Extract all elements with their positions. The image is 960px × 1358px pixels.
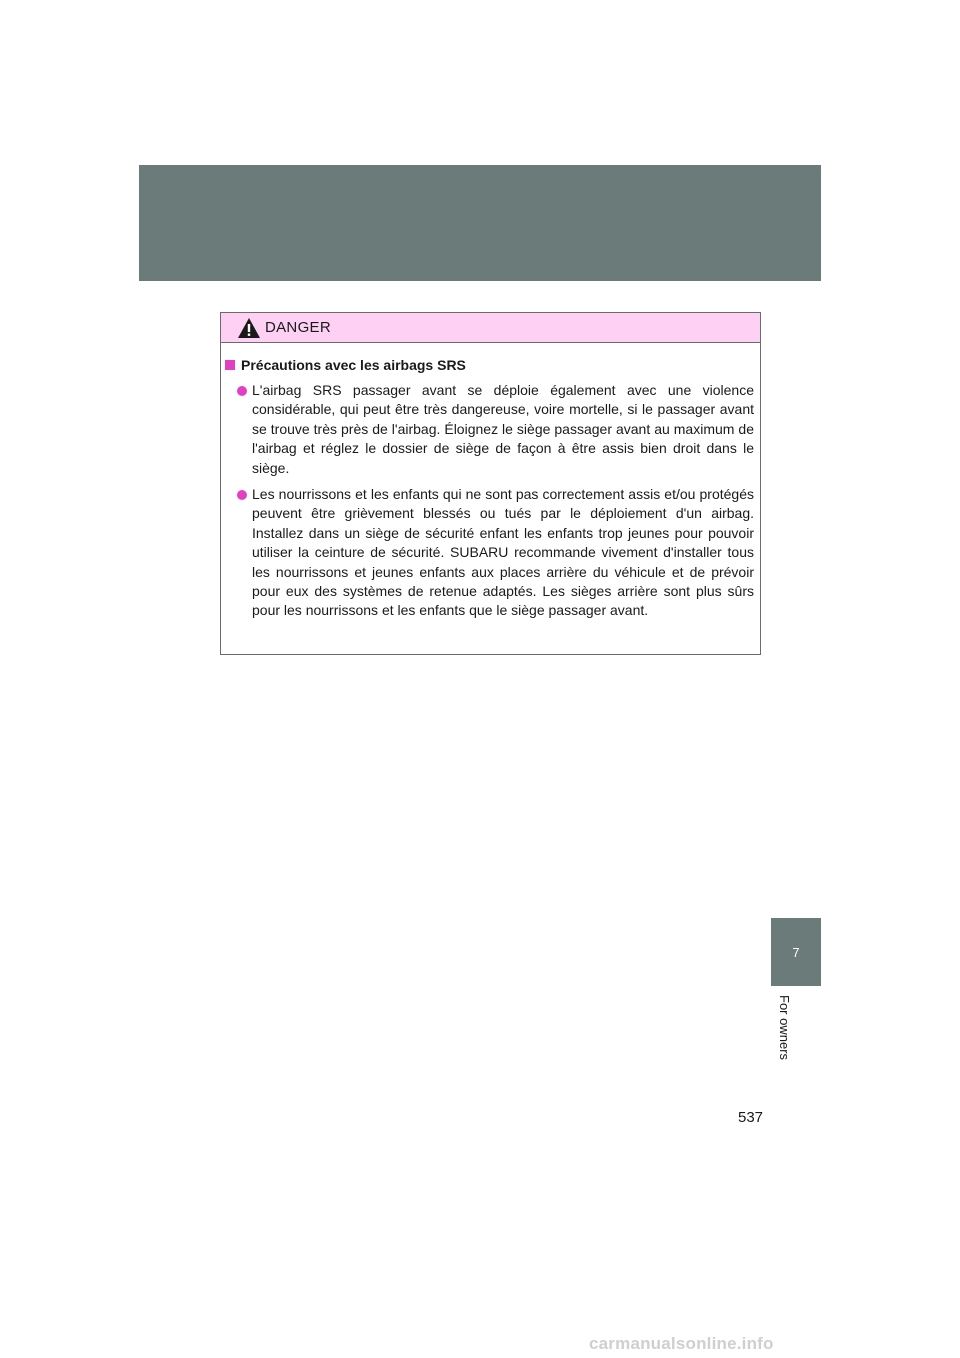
chapter-header-band [139,165,821,281]
watermark: carmanualsonline.info [589,1334,774,1353]
danger-header [221,313,760,343]
danger-body [221,343,760,621]
chapter-tab [771,918,821,986]
list-item [225,485,754,621]
danger-label: DANGER [265,319,331,336]
circle-bullet-icon [237,386,247,396]
section-heading [225,355,754,375]
page-number: 537 [738,1109,764,1126]
list-item [225,381,754,478]
chapter-number: 7 [792,944,800,960]
danger-box [220,312,761,655]
section-heading-text: Précautions avec les airbags SRS [241,357,466,373]
list-item-text: L'airbag SRS passager avant se déploie également avec une violence considérable, qui peut être très dangereuse, voire mortelle, si le passager avant se trouve très près de l'airbag. Éloignez le siège passager avant au maximum de l'airbag et réglez le dossier de siège de façon à être assis bien droit dans le siège. [252,382,754,476]
square-bullet-icon [225,360,235,370]
circle-bullet-icon [237,490,247,500]
warning-triangle-icon [237,317,261,339]
chapter-label: For owners [777,995,792,1061]
list-item-text: Les nourrissons et les enfants qui ne sont pas correctement assis et/ou protégés peuvent être grièvement blessés ou tués par le déploiement d'un airbag. Installez dans un siège de sécurité enfant les enfants trop jeunes pour pouvoir utiliser la ceinture de sécurité. SUBARU recommande vivement d'installer tous les nourrissons et jeunes enfants aux places arrière du véhicule et de prévoir pour eux des systèmes de retenue adaptés. Les sièges arrière sont plus sûrs pour les nourrissons et les enfants que le siège passager avant. [252,486,754,619]
